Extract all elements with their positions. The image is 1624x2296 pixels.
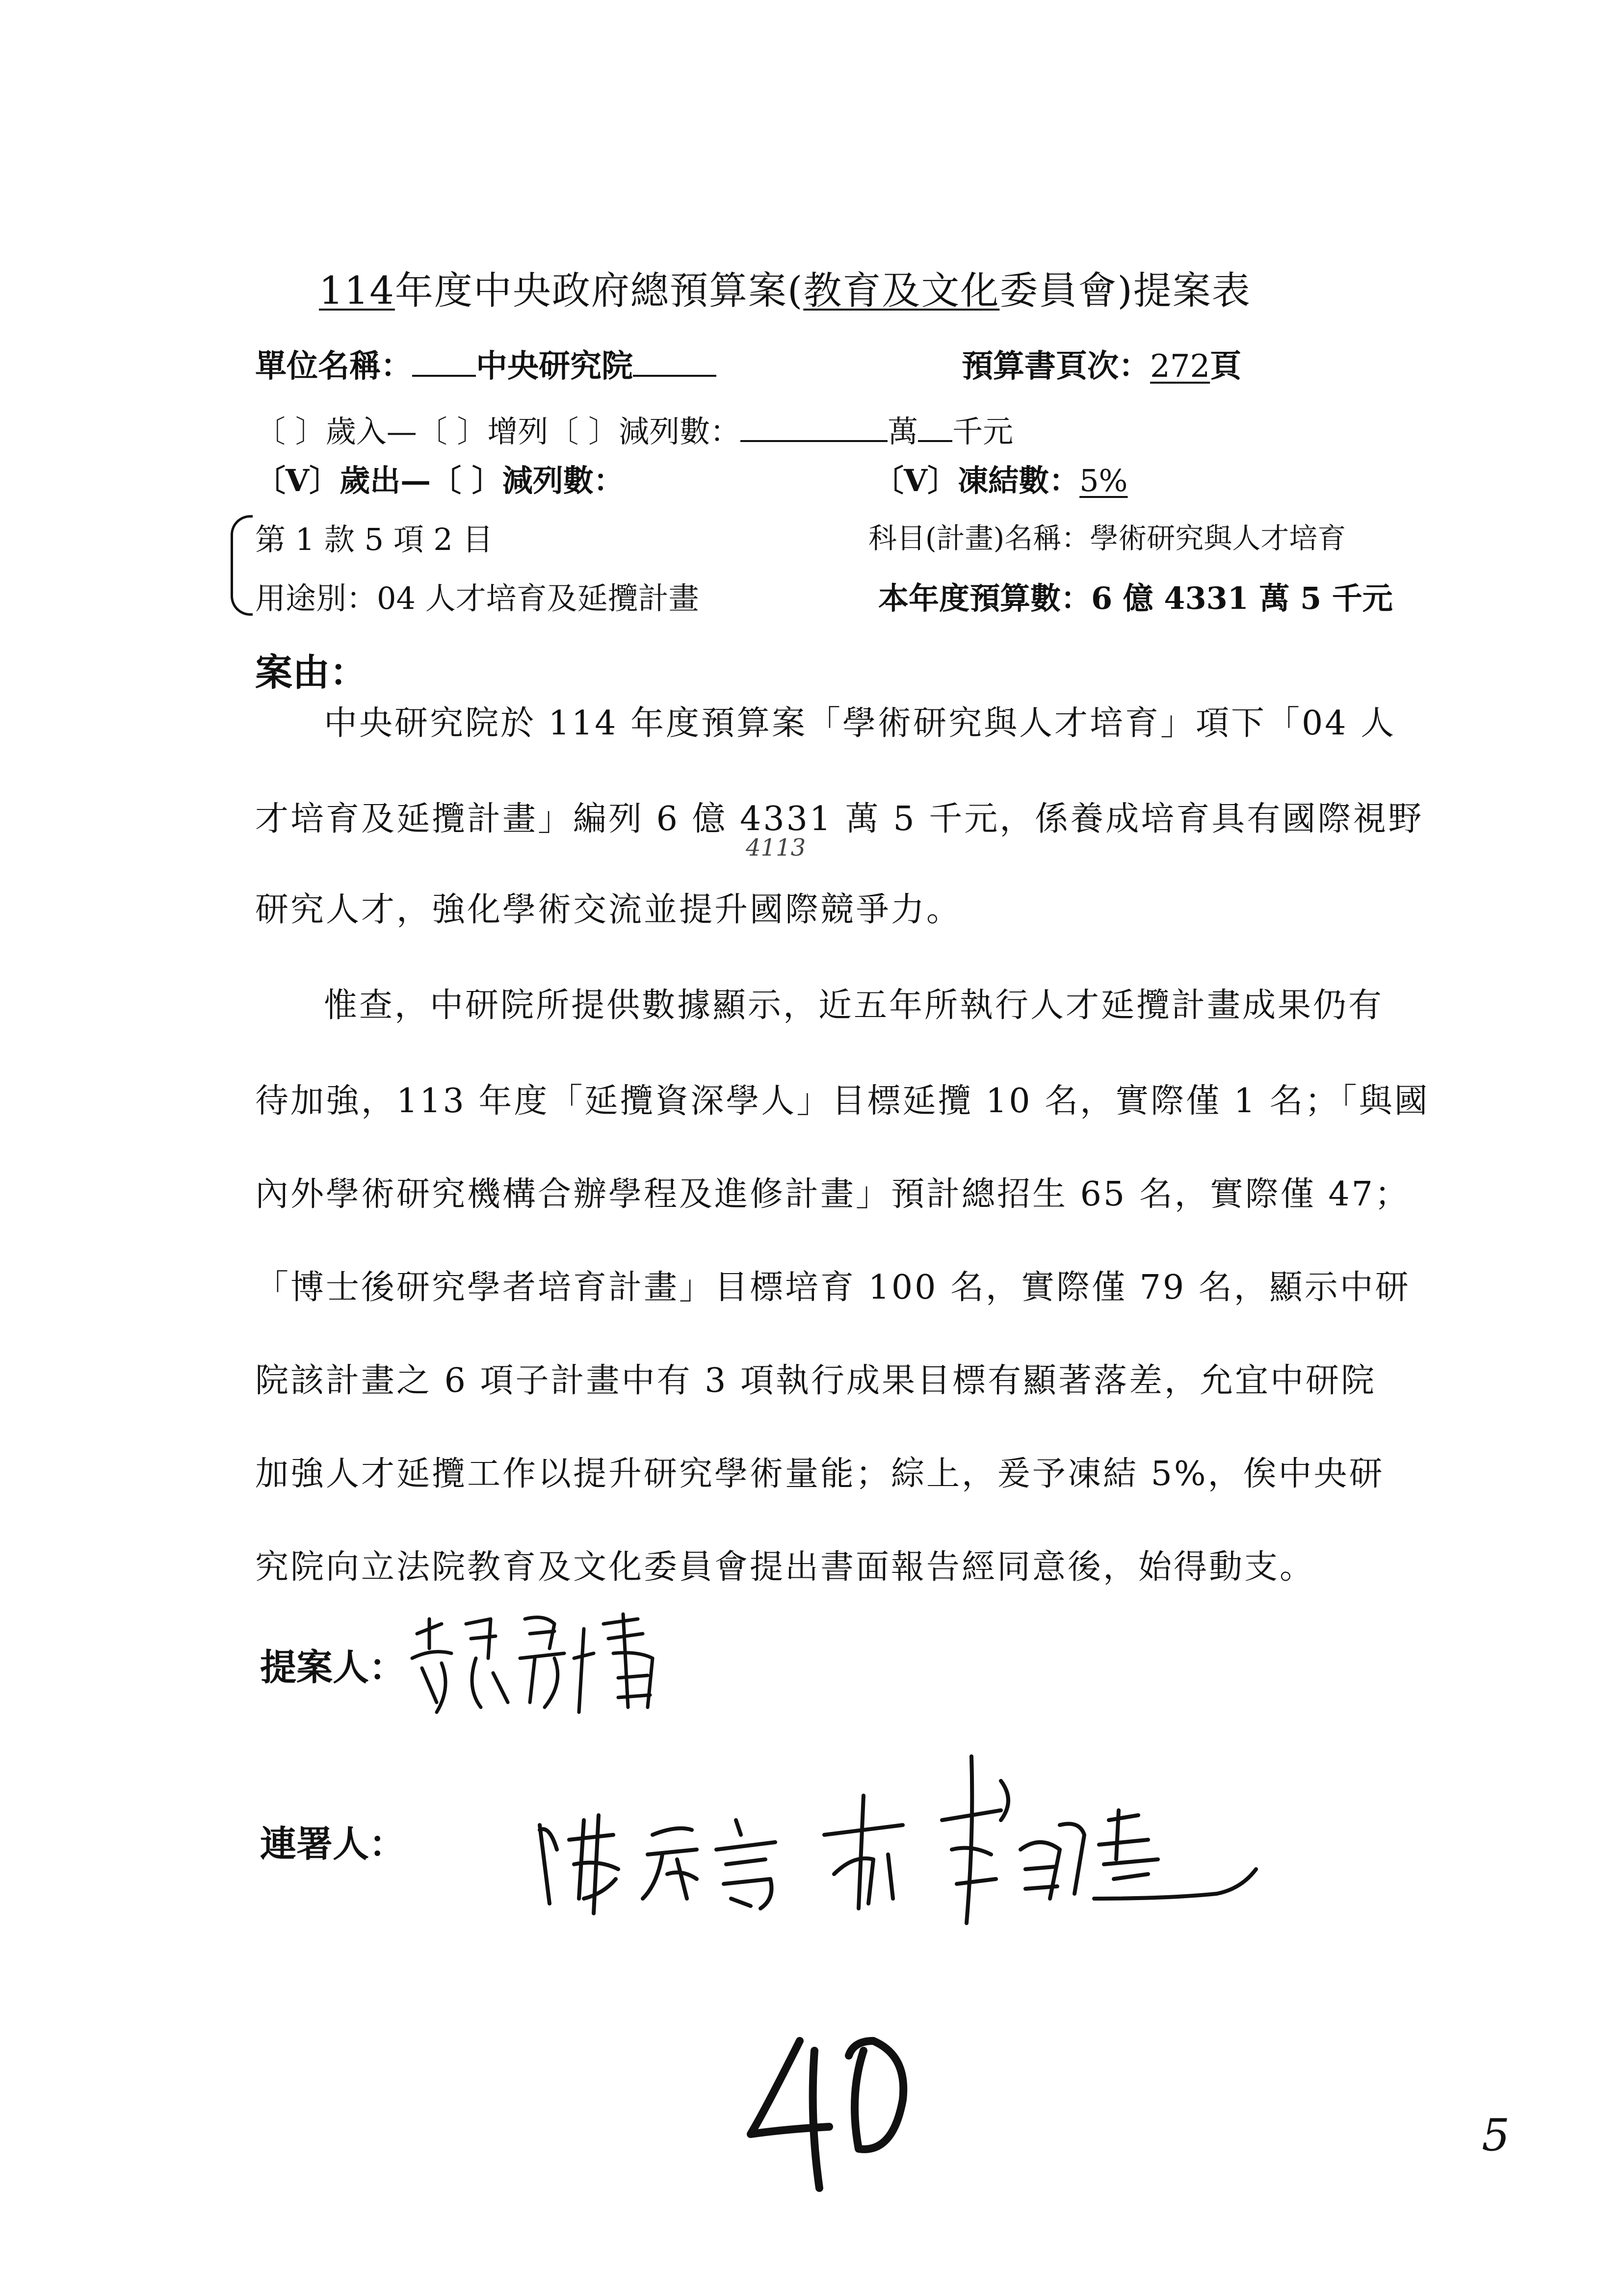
page-ref-suffix: 頁 [1210, 348, 1242, 385]
page-ref-label: 預算書頁次： [962, 348, 1150, 385]
page-ref-value: 272 [1150, 348, 1210, 385]
subject-name: 科目(計畫)名稱：學術研究與人才培育 [868, 522, 1346, 555]
unit-blank-before [412, 370, 476, 377]
title-committee: 教育及文化 [803, 269, 1000, 313]
unit-name-row [255, 341, 716, 386]
unit-blank-after [633, 370, 716, 377]
body-line-1: 中央研究院於 114 年度預算案「學術研究與人才培育」項下「04 人 [324, 704, 1396, 743]
unit-label: 單位名稱： [255, 348, 412, 385]
body-line-8: 院該計畫之 6 項子計畫中有 3 項執行成果目標有顯著落差，允宜中研院 [255, 1361, 1376, 1400]
body-line-7: 「博士後研究學者培育計畫」目標培育 100 名，實際僅 79 名，顯示中研 [255, 1268, 1411, 1307]
revenue-blank-qian [918, 435, 952, 442]
body-line-2: 才培育及延攬計畫」編列 6 億 4331 萬 5 千元，係養成培育具有國際視野 [255, 800, 1424, 838]
handwritten-number [736, 2021, 942, 2208]
revenue-row [255, 407, 1013, 451]
title-year: 114 [319, 269, 395, 313]
body-line-3: 研究人才，強化學術交流並提升國際競爭力。 [255, 890, 962, 929]
unit-value: 中央研究院 [476, 348, 633, 385]
purpose-category: 用途別：04 人才培育及延攬計畫 [255, 580, 699, 616]
expense-text: 〔V〕歲出—〔 〕減列數： [255, 463, 624, 498]
title-prefix: 年度中央政府總預算案( [394, 269, 804, 313]
handwritten-number-strokes [736, 2021, 942, 2208]
cosigner-label: 連署人： [260, 1823, 405, 1865]
revenue-unit-qian: 千元 [952, 414, 1014, 449]
body-line-4: 惟查，中研院所提供數據顯示，近五年所執行人才延攬計畫成果仍有 [324, 986, 1384, 1025]
freeze-label: 〔V〕凍結數： [873, 463, 1080, 498]
body-line-10: 究院向立法院教育及文化委員會提出書面報告經同意後，始得動支。 [255, 1548, 1315, 1587]
freeze-row [873, 456, 1127, 500]
section-number: 第 1 款 5 項 2 目 [255, 522, 493, 557]
page-ref-row [962, 341, 1241, 386]
budget-amount: 本年度預算數：6 億 4331 萬 5 千元 [878, 580, 1393, 616]
cosigner-signatures [530, 1737, 1295, 1943]
body-line-6: 內外學術研究機構合辦學程及進修計畫」預計總招生 65 名，實際僅 47； [255, 1175, 1410, 1214]
revenue-unit-wan: 萬 [888, 414, 918, 449]
body-line-9: 加強人才延攬工作以提升研究學術量能；綜上，爰予凍結 5%，俟中央研 [255, 1455, 1385, 1493]
title-suffix: 委員會)提案表 [999, 269, 1251, 313]
proposer-label: 提案人： [260, 1646, 405, 1689]
handwritten-annotation: 4113 [746, 834, 806, 861]
form-title [319, 260, 1251, 315]
proposer-signature [407, 1604, 682, 1727]
expense-row [255, 456, 624, 500]
reason-heading: 案由： [255, 651, 367, 694]
freeze-value: 5% [1079, 463, 1128, 498]
page-mark: 5 [1482, 2110, 1510, 2161]
section-brace [231, 515, 253, 616]
revenue-blank-wan [740, 435, 888, 442]
body-line-5: 待加強，113 年度「延攬資深學人」目標延攬 10 名，實際僅 1 名；「與國 [255, 1082, 1430, 1121]
revenue-text: 〔 〕歲入—〔 〕增列〔 〕減列數： [255, 414, 741, 449]
